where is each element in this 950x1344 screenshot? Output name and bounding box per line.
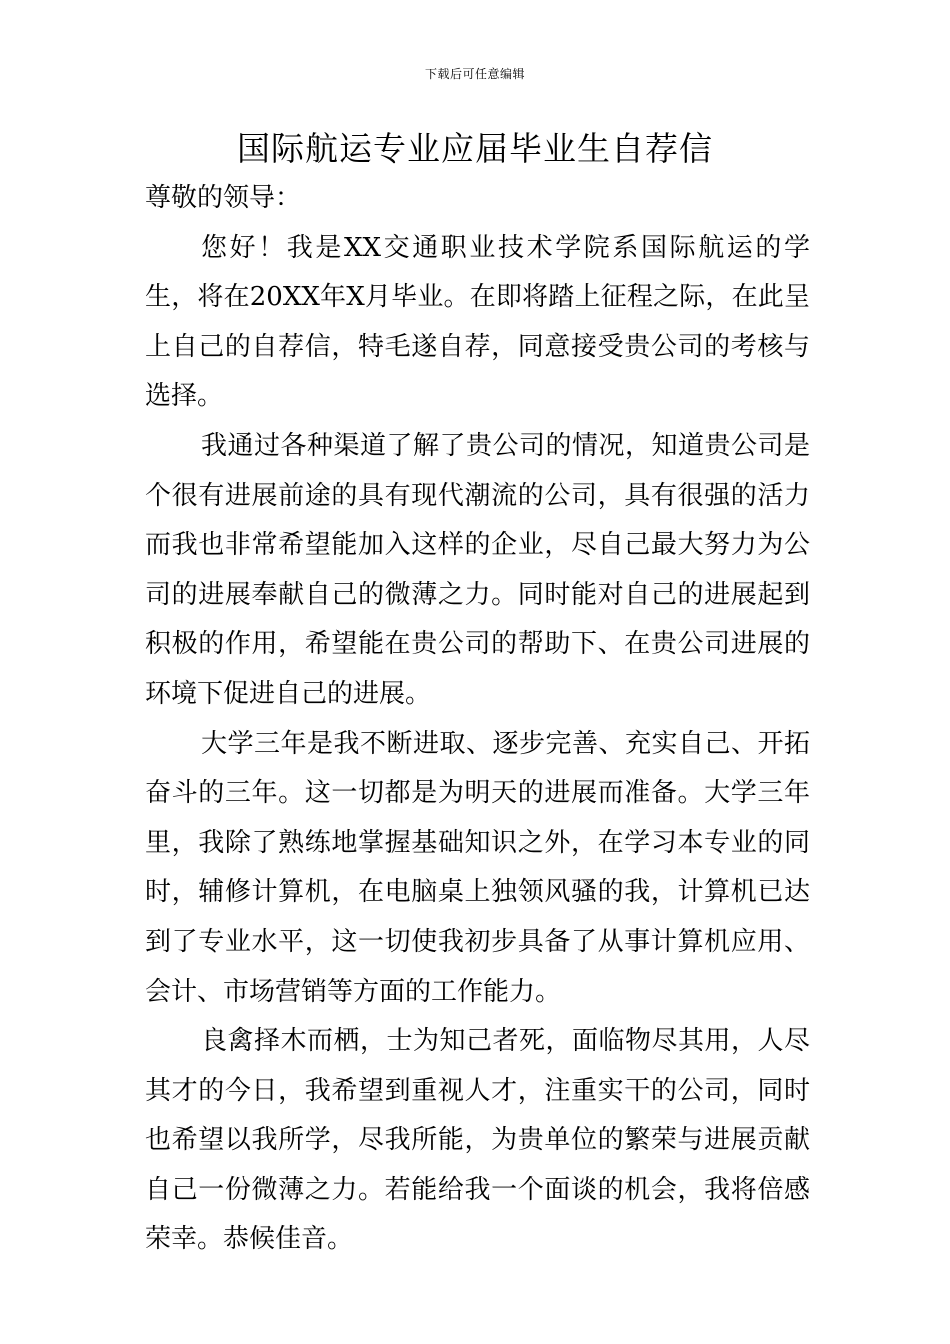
paragraph-study: 大学三年是我不断进取、逐步完善、充实自己、开拓奋斗的三年。这一切都是为明天的进展而准备。大学三年里，我除了熟练地掌握基础知识之外，在学习本专业的同时，辅修计算机，在电脑桌上独领风骚的我，计算机已达到了专业水平，这一切使我初步具备了从事计算机应用、会计、市场营销等方面的工作能力。: [145, 728, 810, 1007]
document-title: 国际航运专业应届毕业生自荐信: [237, 129, 713, 168]
salutation: 尊敬的领导：: [145, 183, 302, 213]
paragraph-greeting: 您好！我是XX交通职业技术学院系国际航运的学生，将在20XX年X月毕业。在即将踏上征程之际，在此呈上自己的自荐信，特毛遂自荐，同意接受贵公司的考核与选择。: [145, 232, 810, 412]
paragraph-company: 我通过各种渠道了解了贵公司的情况，知道贵公司是个很有进展前途的具有现代潮流的公司，具有很强的活力而我也非常希望能加入这样的企业，尽自己最大努力为公司的进展奉献自己的微薄之力。同时能对自己的进展起到积极的作用，希望能在贵公司的帮助下、在贵公司进展的环境下促进自己的进展。: [145, 430, 810, 709]
paragraph-closing: 良禽择木而栖，士为知己者死，面临物尽其用，人尽其才的今日，我希望到重视人才，注重实干的公司，同时也希望以我所学，尽我所能，为贵单位的繁荣与进展贡献自己一份微薄之力。若能给我一个面谈的机会，我将倍感荣幸。恭候佳音。: [145, 1026, 810, 1255]
header-note: 下载后可任意编辑: [424, 67, 525, 81]
letter-body: [145, 174, 810, 1265]
